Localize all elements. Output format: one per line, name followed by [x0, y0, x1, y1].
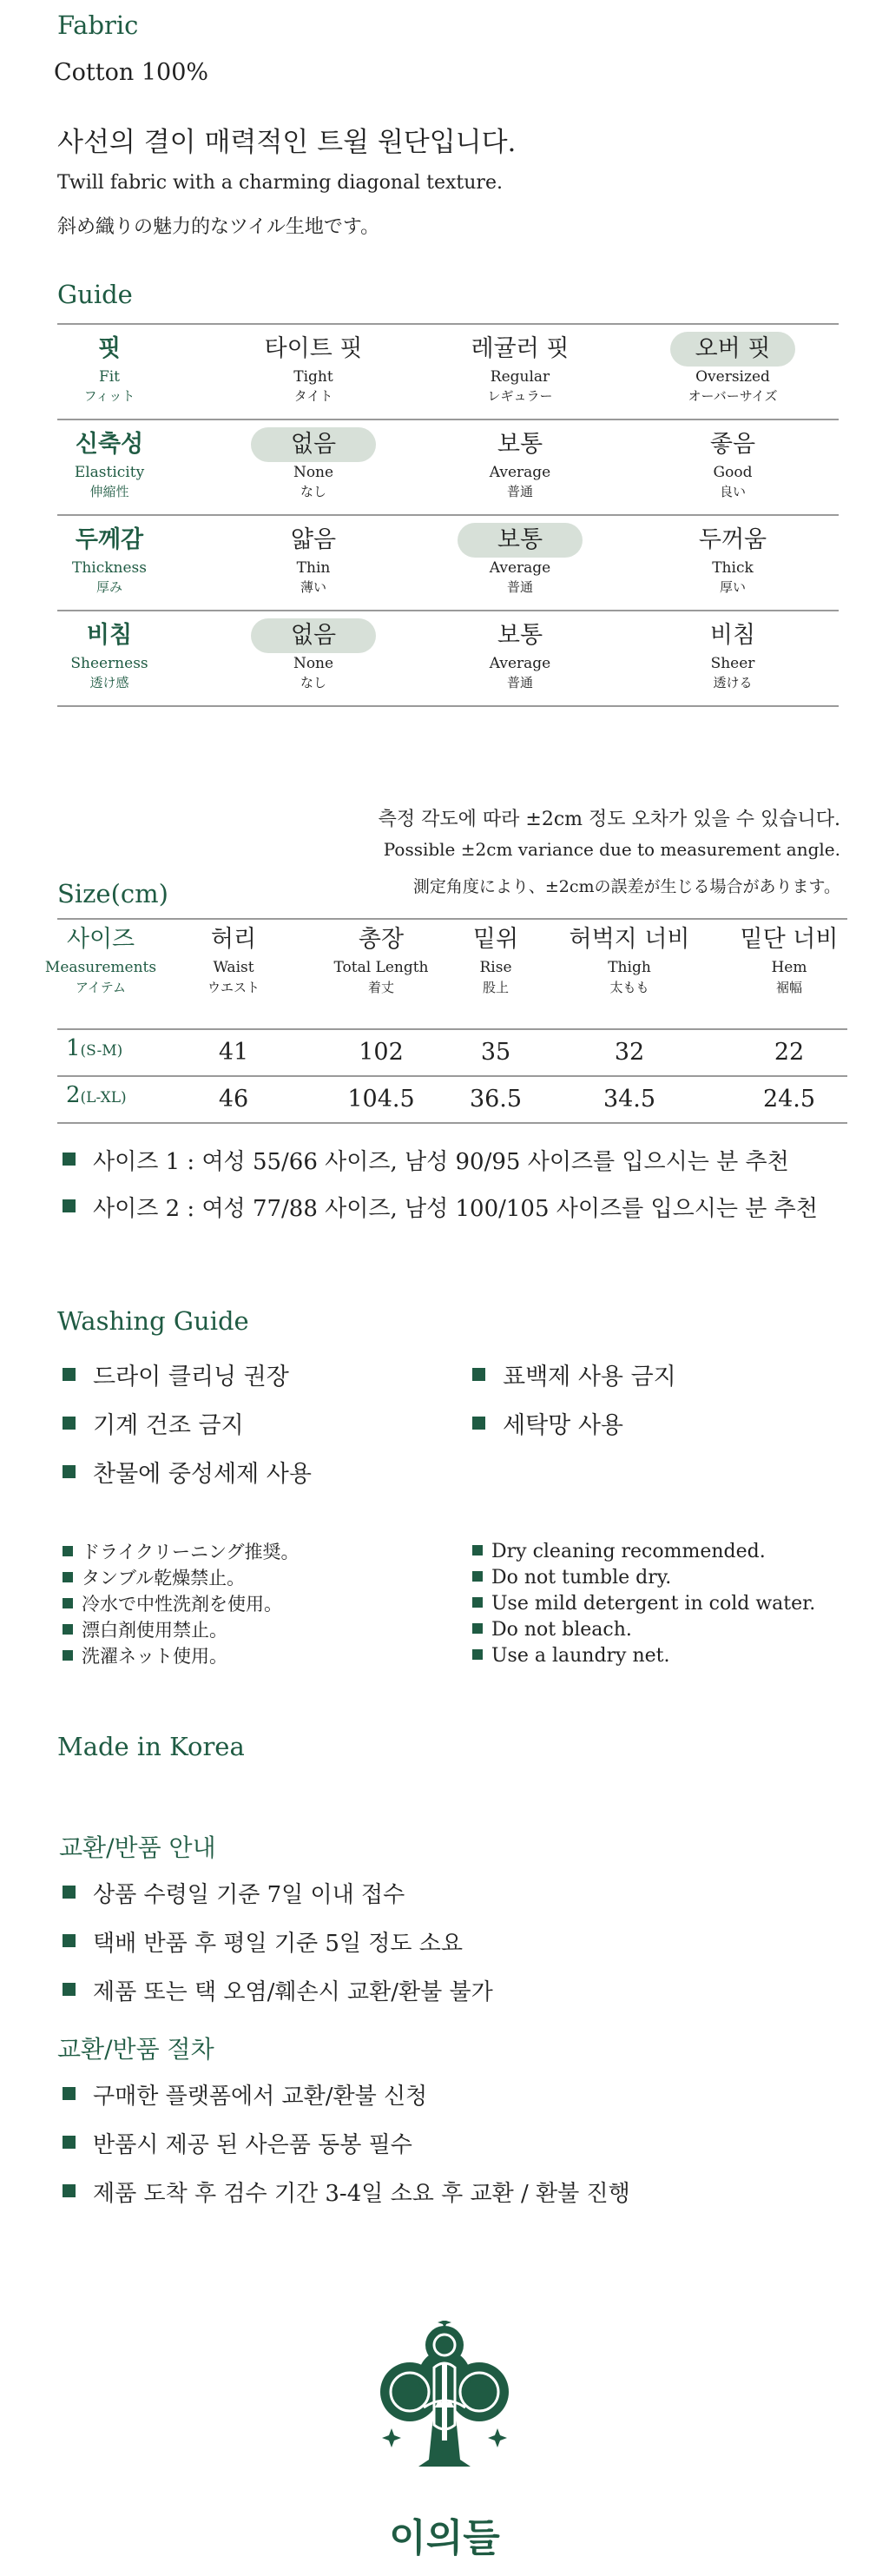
size-col-en: Rise [479, 959, 512, 976]
guide-option-en: Sheerness [70, 655, 148, 672]
guide-option [209, 325, 418, 405]
size-range: (S-M) [80, 1042, 123, 1060]
guide-option-en: Average [489, 559, 551, 577]
washing-item-text: 표백제 사용 금지 [503, 1364, 676, 1390]
guide-option-label: 신축성 [75, 431, 144, 458]
bullet-square-icon [63, 1368, 76, 1381]
guide-option-en: Average [489, 464, 551, 481]
bullet-square-icon [63, 1546, 73, 1556]
size-value: 104.5 [347, 1086, 415, 1113]
guide-option-ja: 伸縮性 [89, 484, 129, 499]
exchange-item-text: 제품 또는 택 오염/훼손시 교환/환불 불가 [93, 1979, 493, 2005]
bullet-square-icon [63, 1465, 76, 1478]
fabric-desc-ja: 斜め織りの魅力的なツイル生地です。 [57, 216, 380, 238]
guide-option-ja: 普通 [506, 484, 533, 499]
size-col-ko: 허벅지 너비 [569, 926, 690, 953]
size-value: 34.5 [603, 1086, 656, 1113]
size-note-en: Possible ±2cm variance due to measurement angle. [383, 839, 840, 860]
guide-label [5, 325, 214, 405]
size-number: 2 [66, 1082, 81, 1108]
size-col-ja: 裾幅 [775, 980, 802, 995]
guide-option-ja: 良い [719, 484, 746, 499]
guide-option-en: Elasticity [74, 464, 145, 481]
washing-item-ja-text: 漂白剤使用禁止。 [82, 1620, 227, 1641]
washing-item [472, 1409, 623, 1443]
guide-option-label: 레귤러 핏 [471, 335, 570, 362]
origin-label: Made in Korea [57, 1732, 245, 1761]
guide-option-en: Regular [490, 368, 550, 386]
guide-option-en: Oversized [695, 368, 770, 386]
size-note-ko: 측정 각도에 따라 ±2cm 정도 오차가 있을 수 있습니다. [378, 809, 840, 830]
size-recommendation-text: 사이즈 1 : 여성 55/66 사이즈, 남성 90/95 사이즈를 입으시는 분 추천 [93, 1149, 789, 1175]
size-heading: Size(cm) [57, 879, 168, 908]
washing-item-ja [63, 1617, 227, 1643]
bullet-square-icon [63, 2184, 76, 2197]
guide-option-ja: フィット [83, 388, 135, 404]
guide-option-ja: レギュラー [487, 388, 553, 404]
procedure-item [63, 2079, 427, 2114]
washing-item-en [472, 1591, 815, 1617]
washing-item [63, 1457, 312, 1492]
size-value: 102 [359, 1039, 404, 1066]
size-col-ja: アイテム [76, 980, 126, 995]
bullet-square-icon [63, 1598, 73, 1608]
size-col-ja: 太もも [609, 980, 649, 995]
guide-option-en: Thickness [71, 559, 147, 577]
size-col-ja: ウエスト [207, 980, 260, 995]
size-note-ja: 測定角度により、±2cmの誤差が生じる場合があります。 [412, 877, 840, 896]
bullet-square-icon [472, 1623, 483, 1634]
size-col-ja: 着丈 [367, 980, 394, 995]
guide-row-divider [57, 705, 839, 707]
guide-option-ja: オーバーサイズ [688, 388, 778, 404]
bullet-square-icon [63, 2087, 76, 2100]
washing-item-ja [63, 1539, 300, 1565]
guide-option [629, 325, 837, 405]
fabric-desc-ko: 사선의 결이 매력적인 트윌 원단입니다. [57, 127, 517, 158]
bullet-square-icon [472, 1545, 483, 1556]
bullet-square-icon [472, 1649, 483, 1660]
guide-option-en: Thin [296, 559, 331, 577]
guide-option-label: 비침 [709, 622, 756, 649]
guide-option-label: 두꺼움 [698, 526, 767, 553]
washing-item-en [472, 1539, 766, 1565]
procedure-item-text: 반품시 제공 된 사은품 동봉 필수 [93, 2132, 412, 2158]
guide-option-ja: 厚み [95, 579, 122, 595]
size-col-en: Total Length [333, 959, 429, 976]
guide-option-en: None [293, 464, 334, 481]
exchange-item [63, 1975, 493, 2010]
exchange-heading: 교환/반품 안내 [59, 1833, 216, 1862]
guide-label [5, 611, 214, 691]
washing-item-ja-text: タンブル乾燥禁止。 [82, 1568, 246, 1589]
size-col-ko: 사이즈 [66, 926, 135, 953]
bullet-square-icon [63, 1934, 76, 1947]
bullet-square-icon [63, 1624, 73, 1635]
size-value: 41 [218, 1039, 249, 1066]
guide-option [416, 420, 624, 500]
guide-option-ja: 薄い [300, 579, 326, 595]
guide-option-en: Thick [712, 559, 754, 577]
guide-option-label: 좋음 [709, 431, 756, 458]
guide-option-label: 보통 [497, 431, 543, 458]
procedure-heading: 교환/반품 절차 [57, 2035, 214, 2064]
bullet-square-icon [63, 1199, 76, 1212]
size-column-header [155, 922, 312, 997]
bullet-square-icon [472, 1571, 483, 1582]
washing-item-ja [63, 1565, 245, 1591]
guide-label [5, 420, 214, 500]
size-col-en: Thigh [608, 959, 651, 976]
washing-item [63, 1360, 289, 1395]
brand-emblem-icon [373, 2321, 516, 2520]
size-value: 22 [774, 1039, 805, 1066]
guide-option-en: Sheer [710, 655, 755, 672]
guide-option [416, 516, 624, 596]
washing-item-en-text: Dry cleaning recommended. [491, 1541, 766, 1562]
washing-heading: Washing Guide [57, 1306, 249, 1336]
guide-option-label: 두께감 [75, 526, 144, 553]
guide-option [629, 611, 837, 691]
size-header-row [44, 922, 847, 1030]
guide-option-ja: なし [300, 675, 326, 690]
guide-option-en: Fit [98, 368, 121, 386]
washing-item-ja [63, 1643, 227, 1669]
size-recommendation-text: 사이즈 2 : 여성 77/88 사이즈, 남성 100/105 사이즈를 입으시는 분 추천 [93, 1196, 818, 1222]
washing-item-text: 찬물에 중성세제 사용 [93, 1461, 312, 1488]
size-value-cell [418, 1035, 574, 1070]
bullet-square-icon [63, 1572, 73, 1582]
washing-item-en [472, 1643, 670, 1669]
exchange-item [63, 1878, 405, 1912]
bullet-square-icon [472, 1597, 483, 1608]
size-row [57, 1077, 847, 1124]
size-value: 32 [614, 1039, 645, 1066]
size-value-cell [711, 1082, 867, 1117]
size-col-ja: 股上 [482, 980, 509, 995]
washing-item-en-text: Use mild detergent in cold water. [491, 1593, 816, 1615]
guide-option-ja: タイト [293, 388, 333, 404]
size-col-en: Measurements [44, 959, 157, 976]
bullet-square-icon [472, 1417, 485, 1430]
guide-option [629, 516, 837, 596]
size-recommendation [63, 1145, 789, 1179]
size-divider-top [57, 918, 847, 920]
guide-label [5, 516, 214, 596]
washing-item-ja [63, 1591, 282, 1617]
size-value: 46 [218, 1086, 249, 1113]
bullet-square-icon [63, 1886, 76, 1899]
size-value-cell [155, 1082, 312, 1117]
size-value-cell [551, 1082, 708, 1117]
size-row [57, 1030, 847, 1077]
size-column-header [711, 922, 867, 997]
guide-option-label: 핏 [97, 335, 122, 362]
guide-option-en: Average [489, 655, 551, 672]
guide-option-en: None [293, 655, 334, 672]
size-number: 1 [66, 1035, 81, 1061]
guide-option-selected: 없음 [251, 427, 376, 462]
exchange-item-text: 상품 수령일 기준 7일 이내 접수 [93, 1882, 405, 1908]
guide-option [209, 516, 418, 596]
size-range: (L-XL) [80, 1089, 127, 1106]
guide-row [57, 325, 839, 420]
size-value-cell [711, 1035, 867, 1070]
washing-item-ja-text: 冷水で中性洗剤を使用。 [82, 1594, 282, 1615]
procedure-item [63, 2128, 412, 2163]
bullet-square-icon [63, 1983, 76, 1996]
bullet-square-icon [63, 1153, 76, 1166]
washing-item [63, 1409, 244, 1443]
size-value: 36.5 [469, 1086, 523, 1113]
exchange-item-text: 택배 반품 후 평일 기준 5일 정도 소요 [93, 1931, 464, 1957]
washing-item-en [472, 1565, 671, 1591]
fabric-composition: Cotton 100% [54, 59, 209, 86]
guide-option [629, 420, 837, 500]
washing-item-en-text: Do not tumble dry. [491, 1567, 672, 1589]
size-column-header [551, 922, 708, 997]
washing-item-en-text: Do not bleach. [491, 1619, 632, 1641]
washing-item-ja-text: 洗濯ネット使用。 [82, 1646, 227, 1667]
size-col-ko: 총장 [358, 926, 405, 953]
brand-name: 이의들 [389, 2516, 500, 2560]
guide-option [416, 325, 624, 405]
procedure-item-text: 제품 도착 후 검수 기간 3-4일 소요 후 교환 / 환불 진행 [93, 2181, 630, 2207]
guide-option-en: Tight [293, 368, 333, 386]
size-value-cell [155, 1035, 312, 1070]
washing-item-en [472, 1617, 632, 1643]
fabric-desc-en: Twill fabric with a charming diagonal texture. [57, 172, 503, 194]
guide-option-selected: 없음 [251, 618, 376, 653]
guide-option-ja: 厚い [719, 579, 746, 595]
guide-option-ja: 普通 [506, 579, 533, 595]
size-recommendation [63, 1192, 818, 1226]
guide-row [57, 420, 839, 516]
guide-option-label: 얇음 [290, 526, 337, 553]
washing-item-en-text: Use a laundry net. [491, 1645, 670, 1667]
size-column-header [418, 922, 574, 997]
bullet-square-icon [63, 1650, 73, 1661]
guide-option-ja: なし [300, 484, 326, 499]
washing-item-text: 기계 건조 금지 [93, 1412, 244, 1439]
guide-option-label: 보통 [497, 622, 543, 649]
procedure-item [63, 2176, 630, 2211]
guide-option-selected: 오버 핏 [670, 332, 795, 367]
washing-item [472, 1360, 676, 1395]
size-value: 24.5 [762, 1086, 816, 1113]
washing-item-text: 드라이 클리닝 권장 [93, 1364, 289, 1390]
guide-option-label: 타이트 핏 [264, 335, 363, 362]
guide-row [57, 611, 839, 707]
guide-option-selected: 보통 [458, 523, 583, 558]
guide-option [209, 420, 418, 500]
procedure-item-text: 구매한 플랫폼에서 교환/환불 신청 [93, 2084, 428, 2110]
washing-item-text: 세탁망 사용 [503, 1412, 623, 1439]
size-row-divider [57, 1122, 847, 1124]
bullet-square-icon [472, 1368, 485, 1381]
guide-option-ja: 透け感 [89, 675, 129, 690]
size-value: 35 [480, 1039, 511, 1066]
guide-option-en: Good [713, 464, 753, 481]
fabric-heading: Fabric [57, 10, 139, 40]
guide-option-label: 비침 [86, 622, 133, 649]
guide-row [57, 516, 839, 611]
size-col-ko: 허리 [210, 926, 257, 953]
guide-option-ja: 普通 [506, 675, 533, 690]
bullet-square-icon [63, 1417, 76, 1430]
size-value-cell [551, 1035, 708, 1070]
size-col-en: Hem [771, 959, 807, 976]
size-value-cell [418, 1082, 574, 1117]
exchange-item [63, 1926, 463, 1961]
guide-option [209, 611, 418, 691]
size-col-ko: 밑단 너비 [740, 926, 839, 953]
guide-option-ja: 透ける [713, 675, 753, 690]
size-col-ko: 밑위 [472, 926, 519, 953]
size-col-en: Waist [213, 959, 254, 976]
washing-item-ja-text: ドライクリーニング推奨。 [82, 1542, 300, 1562]
guide-heading: Guide [57, 280, 133, 309]
guide-option [416, 611, 624, 691]
bullet-square-icon [63, 2136, 76, 2149]
